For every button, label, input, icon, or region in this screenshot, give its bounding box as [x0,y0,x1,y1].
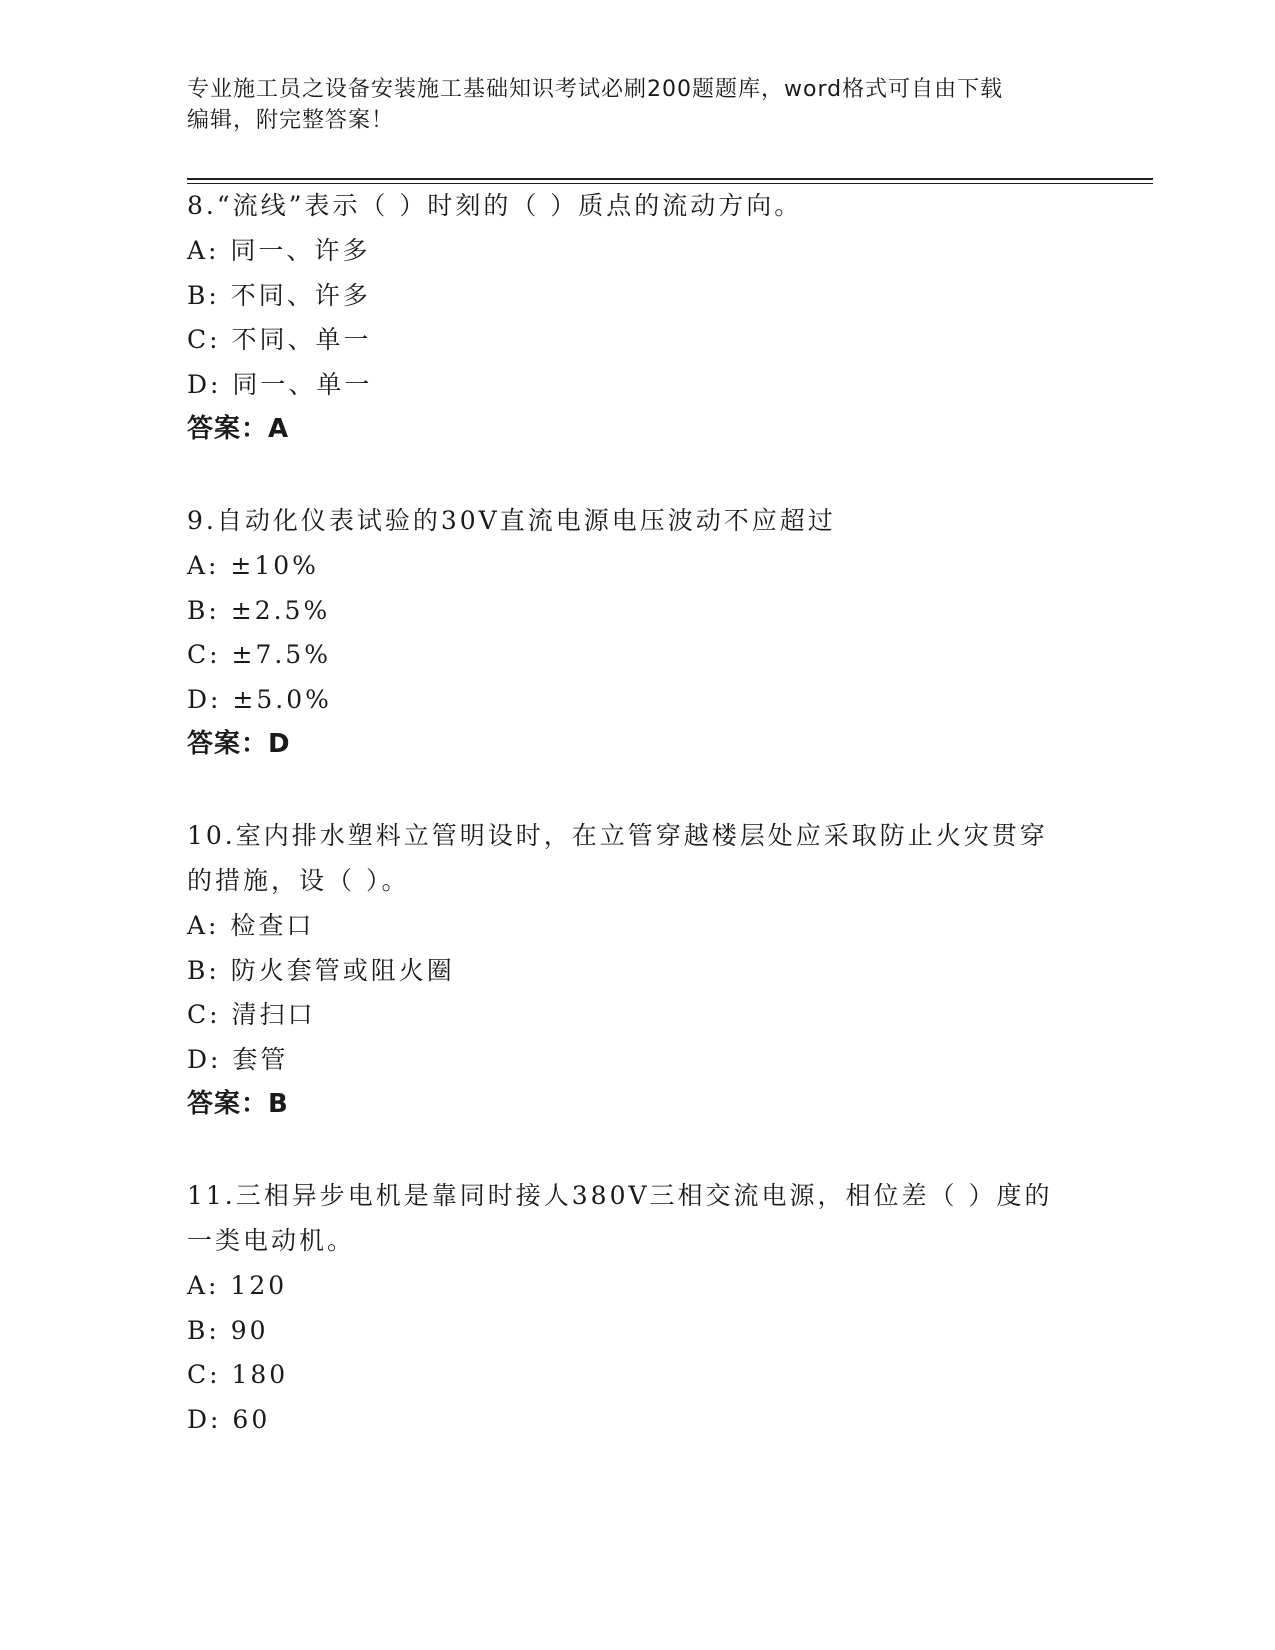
question-8-option-c: C: 不同、单一 [187,325,372,354]
question-10-stem-line-1: 10.室内排水塑料立管明设时，在立管穿越楼层处应采取防止火灾贯穿 [187,821,1048,850]
question-10-option-d: D: 套管 [187,1045,289,1074]
header-divider-thin [187,183,1153,184]
question-11-option-b: B: 90 [187,1316,269,1345]
question-10-answer: 答案：B [187,1089,289,1119]
question-9-stem: 9.自动化仪表试验的30V直流电源电压波动不应超过 [187,506,836,535]
question-11-stem-line-1: 11.三相异步电机是靠同时接人380V三相交流电源，相位差（ ）度的 [187,1181,1053,1210]
question-11-option-c: C: 180 [187,1360,289,1389]
question-8-option-a: A: 同一、许多 [187,236,371,265]
question-9-answer: 答案：D [187,729,291,759]
question-8-answer: 答案：A [187,414,290,444]
question-8-stem: 8.“流线”表示（ ）时刻的（ ）质点的流动方向。 [187,191,803,220]
header-divider-thick [187,178,1153,180]
question-11-option-d: D: 60 [187,1405,271,1434]
question-11-stem-line-2: 一类电动机。 [187,1226,356,1255]
question-9-option-d: D: ±5.0% [187,685,332,714]
header-title-line-2: 编辑，附完整答案！ [187,108,395,133]
question-9-option-a: A: ±10% [187,551,319,580]
question-8-option-d: D: 同一、单一 [187,370,373,399]
question-11-option-a: A: 120 [187,1271,288,1300]
question-10-option-b: B: 防火套管或阻火圈 [187,956,455,985]
document-header [187,74,1067,136]
question-10-option-a: A: 检查口 [187,911,315,940]
question-10-option-c: C: 清扫口 [187,1000,316,1029]
question-9-option-c: C: ±7.5% [187,640,331,669]
header-title-line-1: 专业施工员之设备安装施工基础知识考试必刷200题题库，word格式可自由下载 [187,77,1004,102]
question-10-stem-line-2: 的措施，设（ ）。 [187,866,410,895]
question-8-option-b: B: 不同、许多 [187,281,371,310]
question-9-option-b: B: ±2.5% [187,596,331,625]
